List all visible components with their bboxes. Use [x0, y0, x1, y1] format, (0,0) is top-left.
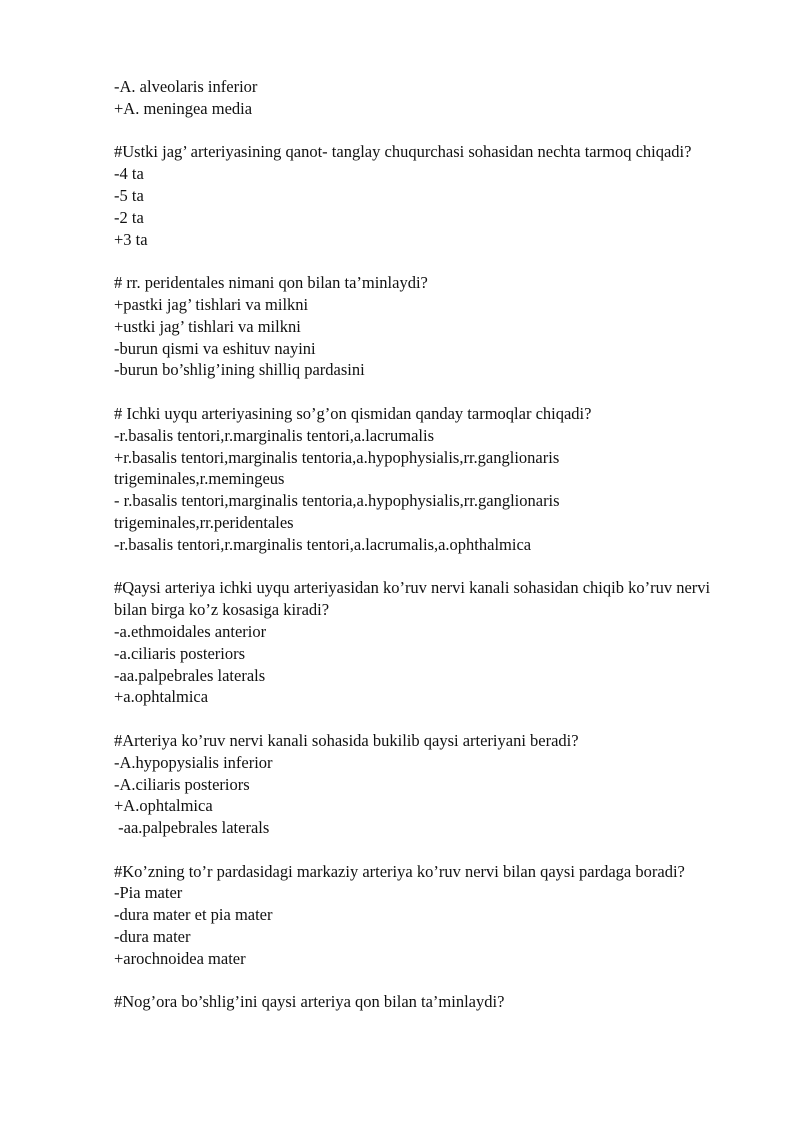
- answer-option: +A.ophtalmica: [114, 796, 213, 816]
- answer-option: -4 ta: [114, 164, 144, 184]
- question-block-4: [114, 577, 724, 708]
- question-block-5: [114, 730, 724, 839]
- question-text: #Ustki jag’ arteriyasining qanot- tanglay chuqurchasi sohasidan nechta tarmoq chiqadi?: [114, 142, 692, 162]
- question-text: # rr. peridentales nimani qon bilan ta’minlaydi?: [114, 273, 428, 293]
- answer-option: +3 ta: [114, 229, 148, 249]
- document-page: [114, 76, 724, 1013]
- answer-option: -dura mater et pia mater: [114, 905, 273, 925]
- question-text: #Qaysi arteriya ichki uyqu arteriyasidan ko’ruv nervi kanali sohasidan chiqib ko’ruv nervi bilan birga ko’z kosasiga kiradi?: [114, 578, 715, 620]
- answer-option: +ustki jag’ tishlari va milkni: [114, 316, 301, 336]
- question-block-2: [114, 272, 724, 381]
- answer-option: -r.basalis tentori,r.marginalis tentori,a.lacrumalis: [114, 425, 434, 445]
- answer-option: - r.basalis tentori,marginalis tentoria,a.hypophysialis,rr.ganglionaris trigeminales,rr.peridentales: [114, 491, 564, 532]
- answer-option: -Pia mater: [114, 883, 183, 903]
- answer-option: +r.basalis tentori,marginalis tentoria,a.hypophysialis,rr.ganglionaris trigeminales,r.memingeus: [114, 447, 564, 489]
- answer-option: -A.hypopysialis inferior: [114, 752, 273, 772]
- answer-option: -aa.palpebrales laterals: [114, 818, 270, 838]
- question-text: #Ko’zning to’r pardasidagi markaziy arteriya ko’ruv nervi bilan qaysi pardaga boradi?: [114, 861, 685, 881]
- lead-options: [114, 76, 724, 120]
- question-block-7: [114, 991, 724, 1013]
- answer-option: -r.basalis tentori,r.marginalis tentori,a.lacrumalis,a.ophthalmica: [114, 534, 532, 554]
- answer-option: +arochnoidea mater: [114, 948, 246, 968]
- answer-option: -burun bo’shlig’ining shilliq pardasini: [114, 360, 365, 380]
- answer-option: -A.ciliaris posteriors: [114, 774, 250, 794]
- answer-option: -5 ta: [114, 185, 144, 205]
- answer-option: -aa.palpebrales laterals: [114, 665, 266, 685]
- question-block-6: [114, 861, 724, 970]
- answer-option: -dura mater: [114, 927, 191, 947]
- answer-option: +pastki jag’ tishlari va milkni: [114, 294, 309, 314]
- answer-option: -burun qismi va eshituv nayini: [114, 338, 316, 358]
- question-text: # Ichki uyqu arteriyasining so’g’on qismidan qanday tarmoqlar chiqadi?: [114, 403, 592, 423]
- answer-option: -a.ciliaris posteriors: [114, 643, 246, 663]
- answer-option: +A. meningea media: [114, 98, 253, 118]
- answer-option: -a.ethmoidales anterior: [114, 621, 267, 641]
- answer-option: +a.ophtalmica: [114, 687, 209, 707]
- question-block-3: [114, 403, 724, 556]
- question-text: #Nog’ora bo’shlig’ini qaysi arteriya qon bilan ta’minlaydi?: [114, 992, 505, 1012]
- answer-option: -2 ta: [114, 207, 144, 227]
- question-text: #Arteriya ko’ruv nervi kanali sohasida bukilib qaysi arteriyani beradi?: [114, 730, 579, 750]
- answer-option: -A. alveolaris inferior: [114, 77, 258, 96]
- question-block-1: [114, 141, 724, 250]
